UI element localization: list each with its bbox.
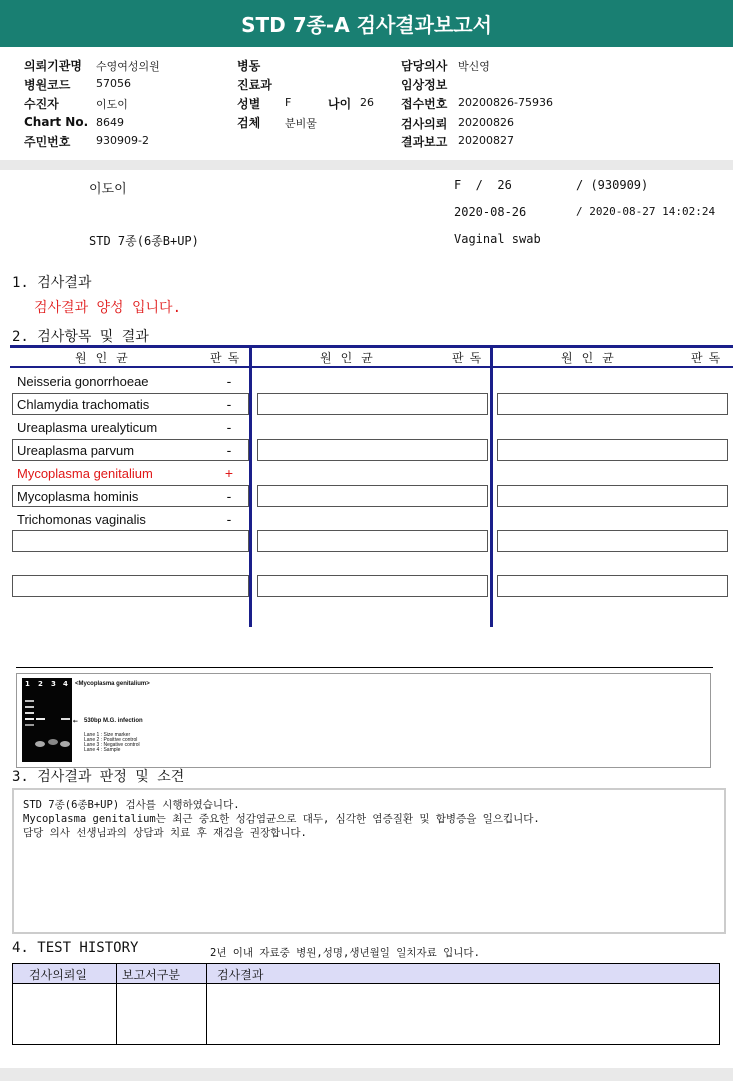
row-box: [257, 439, 488, 461]
specimen-label: 검체: [237, 116, 261, 130]
col-verdict-2: 판독: [452, 351, 488, 365]
gel-legend-item: Lane 4 : Sample: [84, 747, 121, 753]
pathogen-name: Neisseria gonorrhoeae: [17, 374, 149, 389]
sex-value: F: [285, 96, 292, 109]
sex-label: 성별: [237, 97, 261, 111]
pathogen-verdict: -: [226, 373, 232, 389]
opinion-line: STD 7종(6종B+UP) 검사를 시행하였습니다.: [23, 799, 240, 811]
age-label: 나이: [328, 97, 352, 111]
gel-bands: [22, 678, 72, 762]
table-header-line: [10, 366, 733, 368]
summary-test-name: STD 7종(6종B+UP): [89, 234, 199, 248]
col-verdict-1: 판독: [210, 351, 246, 365]
section1-result: 검사결과 양성 입니다.: [34, 300, 182, 316]
summary-sex-age: F / 26: [454, 178, 512, 192]
section4-title: 4. TEST HISTORY: [12, 940, 139, 956]
row-box: [257, 485, 488, 507]
specimen-value: 분비물: [285, 117, 317, 130]
receipt-no-label: 접수번호: [401, 97, 448, 111]
request-date-value: 20200826: [458, 116, 514, 129]
table-divider-1: [249, 347, 252, 627]
col-pathogen-3: 원인균: [561, 351, 623, 365]
row-box: [12, 530, 249, 552]
patient-label: 수진자: [24, 97, 59, 111]
history-table: [12, 963, 720, 1045]
gel-legend-item: Lane 2 : Positive control: [84, 737, 138, 743]
resident-no-label: 주민번호: [24, 135, 71, 149]
pathogen-verdict-positive: +: [224, 465, 234, 481]
gel-electrophoresis-image: [22, 678, 72, 762]
pathogen-name: Trichomonas vaginalis: [17, 512, 146, 527]
department-label: 진료과: [237, 78, 272, 92]
row-box: [257, 393, 488, 415]
resident-no-value: 930909-2: [96, 134, 149, 147]
doctor-label: 담당의사: [401, 59, 448, 73]
gel-lane-number: 3: [51, 680, 56, 688]
summary-name: 이도이: [89, 182, 127, 197]
opinion-line: Mycoplasma genitalium는 최근 중요한 성감염균으로 대두, 심각한 염증질환 및 합병증을 일으킵니다.: [23, 813, 540, 825]
clinical-info-label: 임상정보: [401, 78, 448, 92]
row-box: [257, 575, 488, 597]
request-date-label: 검사의뢰: [401, 117, 448, 131]
hospital-code-value: 57056: [96, 77, 131, 90]
section1-title: 1. 검사결과: [12, 275, 92, 291]
report-date-value: 20200827: [458, 134, 514, 147]
footer-bar: [0, 1068, 733, 1081]
pathogen-verdict: -: [226, 442, 232, 458]
row-box: [497, 485, 728, 507]
pathogen-verdict: -: [226, 419, 232, 435]
table-divider-2: [490, 347, 493, 627]
section3-title: 3. 검사결과 판정 및 소견: [12, 769, 185, 785]
gel-lane-number: 4: [63, 680, 68, 688]
receipt-no-value: 20200826-75936: [458, 96, 553, 109]
pathogen-name-positive: Mycoplasma genitalium: [17, 466, 153, 481]
chart-no-label: Chart No.: [24, 115, 89, 129]
gel-lane-number: 2: [38, 680, 43, 688]
row-box: [257, 530, 488, 552]
gel-legend-item: Lane 1 : Size marker: [84, 732, 131, 738]
summary-date1: 2020-08-26: [454, 205, 527, 219]
table-top-line: [10, 345, 733, 348]
pathogen-verdict: -: [226, 488, 232, 504]
chart-no-value: 8649: [96, 116, 124, 129]
history-col-result: 검사결과: [217, 968, 264, 982]
col-pathogen-1: 원인균: [75, 351, 137, 365]
pathogen-name: Chlamydia trachomatis: [17, 397, 150, 412]
age-value: 26: [360, 96, 374, 109]
summary-birth: / (930909): [576, 178, 649, 192]
header-separator: [0, 160, 733, 170]
gel-band-label: 530bp M.G. infection: [84, 718, 143, 724]
row-box: [497, 439, 728, 461]
row-box: [12, 575, 249, 597]
institution-label: 의뢰기관명: [24, 59, 82, 73]
pathogen-name: Mycoplasma hominis: [17, 489, 139, 504]
report-date-label: 결과보고: [401, 135, 448, 149]
gel-caption: <Mycoplasma genitalium>: [75, 681, 150, 687]
row-box: [497, 393, 728, 415]
gel-top-line: [16, 667, 713, 668]
gel-lane-number: 1: [25, 680, 30, 688]
patient-value: 이도이: [96, 98, 128, 111]
pathogen-verdict: -: [226, 511, 232, 527]
pathogen-name: Ureaplasma urealyticum: [17, 420, 158, 435]
col-verdict-3: 판독: [691, 351, 727, 365]
col-pathogen-2: 원인균: [320, 351, 382, 365]
doctor-value: 박신영: [458, 60, 490, 73]
row-box: [497, 575, 728, 597]
summary-specimen: Vaginal swab: [454, 232, 541, 246]
row-box: [497, 530, 728, 552]
report-title: STD 7종-A 검사결과보고서: [0, 0, 733, 47]
pathogen-name: Ureaplasma parvum: [17, 443, 135, 458]
ward-label: 병동: [237, 59, 261, 73]
history-col-report-type: 보고서구분: [122, 968, 180, 982]
pathogen-verdict: -: [226, 396, 232, 412]
institution-value: 수영여성의원: [96, 60, 160, 73]
section2-title: 2. 검사항목 및 결과: [12, 329, 149, 345]
summary-date2: / 2020-08-27 14:02:24: [576, 205, 716, 218]
gel-legend-item: Lane 3 : Negative control: [84, 742, 140, 748]
gel-band-arrow-icon: ←: [73, 718, 79, 725]
history-col-request-date: 검사의뢰일: [29, 968, 87, 982]
opinion-box: [12, 788, 726, 934]
opinion-line: 담당 의사 선생님과의 상담과 치료 후 재검을 권장합니다.: [23, 827, 307, 839]
section4-note: 2년 이내 자료중 병원,성명,생년월일 일치자료 입니다.: [210, 947, 480, 959]
hospital-code-label: 병원코드: [24, 78, 71, 92]
